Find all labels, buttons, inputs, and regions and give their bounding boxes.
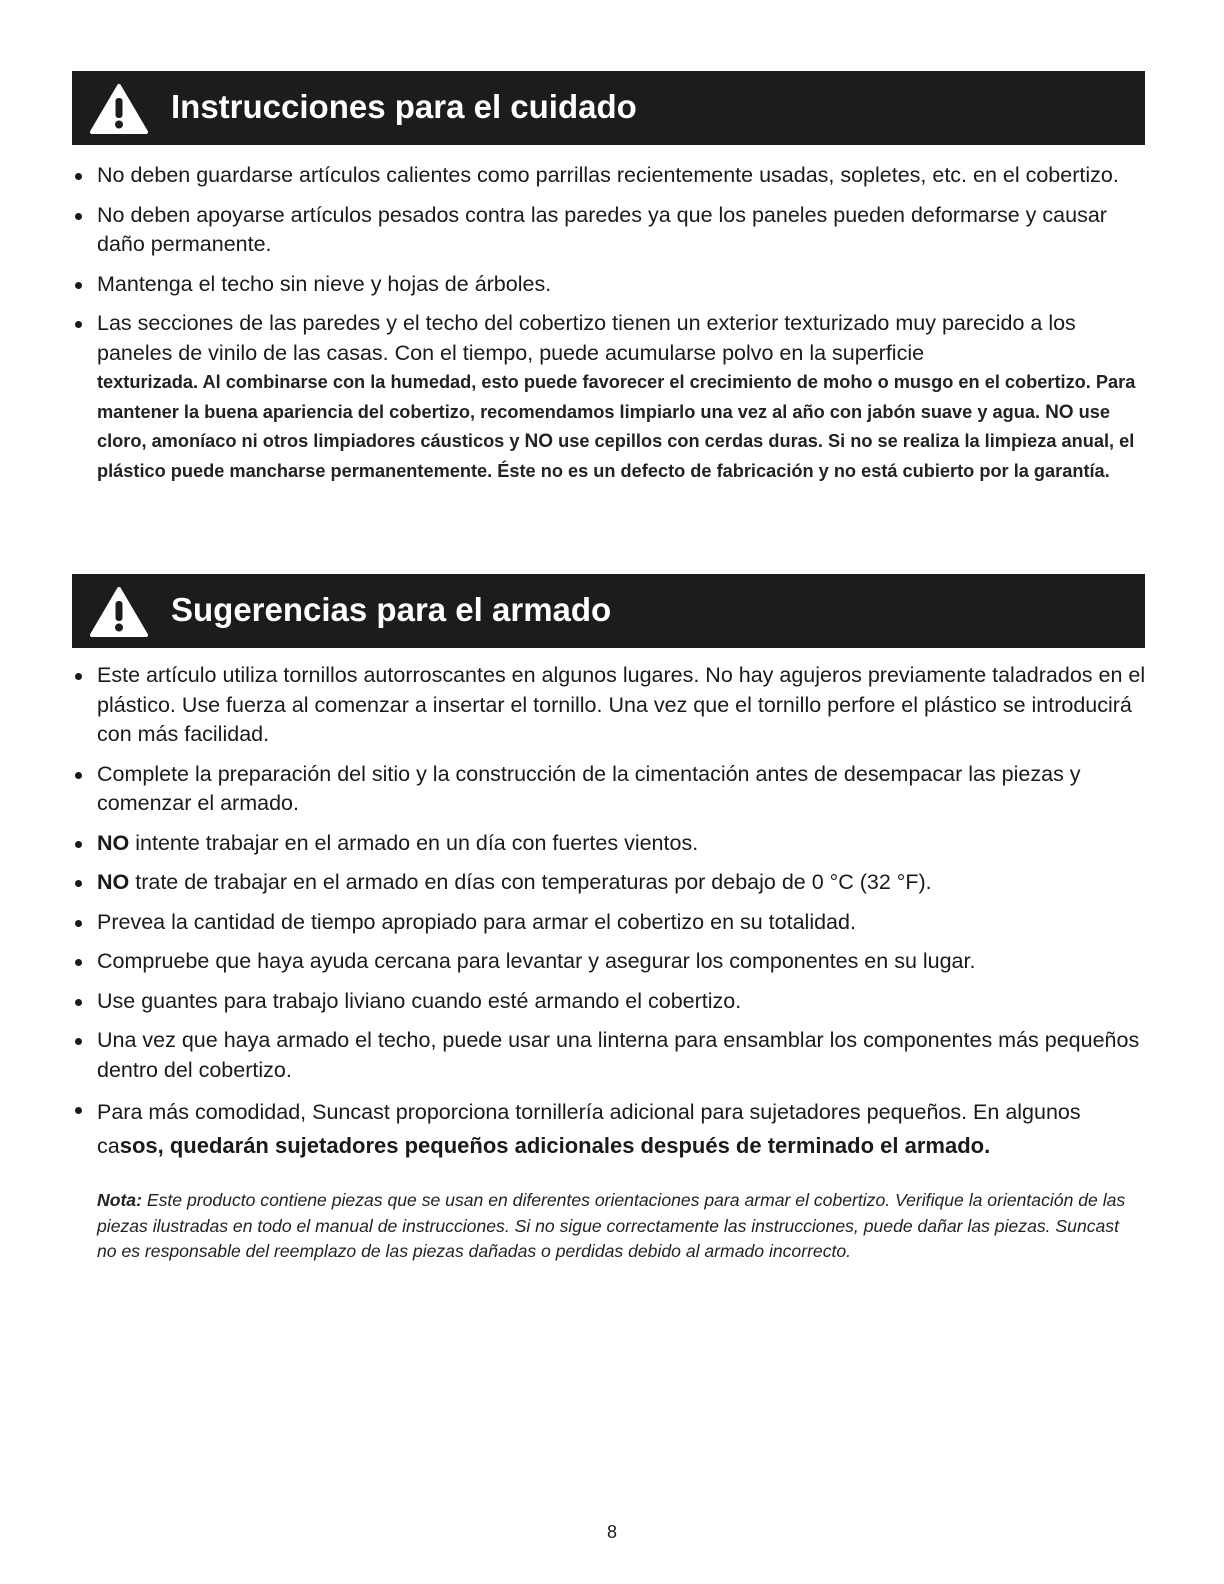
note-paragraph [97,1188,1137,1265]
list-item-hardware [72,1095,1150,1163]
temperature-text: trate de trabajar en el armado en días con temperaturas por debajo de 0 °C (32 °F). [135,870,932,894]
texture-detail [97,368,1150,486]
hardware-text: Para más comodidad, Suncast proporciona tornillería adicional para sujetadores pequeños. En algunos ca [97,1100,1081,1158]
list-item-temperature [72,868,1150,898]
page-number: 8 [606,1522,617,1542]
wind-text: intente trabajar en el armado en un día con fuertes vientos. [135,830,699,855]
list-item: No deben guardarse artículos calientes como parrillas recientemente usadas, sopletes, etc. en el cobertizo. [72,161,1150,191]
assembly-section-header [72,574,1145,648]
care-section-header [72,71,1145,145]
no-emphasis: NO [1045,401,1074,423]
warning-triangle-icon [89,83,149,135]
texture-detail-2: use cloro, amoníaco ni otros limpiadores cáusticos y [97,401,1110,451]
list-item: Complete la preparación del sitio y la construcción de la cimentación antes de desempacar las piezas y comenzar el armado. [72,760,1150,819]
note-text: Este producto contiene piezas que se usan en diferentes orientaciones para armar el cobertizo. Verifique la orientación de las piezas ilustradas en todo el manual de instrucciones. Si no sigue correctamente las instrucciones, puede dañar las piezas. Suncast no es responsable del reemplazo de las piezas dañadas o perdidas debido al armado incorrecto. [97,1190,1126,1261]
warning-triangle-icon [89,586,149,638]
list-item: Compruebe que haya ayuda cercana para levantar y asegurar los componentes en su lugar. [72,947,1150,977]
assembly-bullet-list [72,661,1150,1173]
care-section-title: Instrucciones para el cuidado [171,88,637,125]
note-label: Nota: [97,1190,142,1210]
no-emphasis: NO [524,431,554,452]
list-item: Este artículo utiliza tornillos autorroscantes en algunos lugares. No hay agujeros previamente taladrados en el plástico. Use fuerza al comenzar a insertar el tornillo. Una vez que el tornillo perfore el plástico se introducirá con más facilidad. [72,661,1150,750]
texture-intro: Las secciones de las paredes y el techo del cobertizo tienen un exterior texturizado muy parecido a los paneles de vinilo de las casas. Con el tiempo, puede acumularse polvo en la superficie [97,311,1076,365]
no-emphasis: NO [97,870,130,894]
list-item: Use guantes para trabajo liviano cuando esté armando el cobertizo. [72,987,1150,1017]
texture-detail-1: texturizada. Al combinarse con la humedad, esto puede favorecer el crecimiento de moho o musgo en el cobertizo. Para mantener la buena apariencia del cobertizo, recomendamos limpiarlo una vez al año con jabón suave y agua. [97,372,1136,422]
list-item: Una vez que haya armado el techo, puede usar una linterna para ensamblar los componentes más pequeños dentro del cobertizo. [72,1026,1150,1085]
assembly-section-title: Sugerencias para el armado [171,591,612,628]
list-item: No deben apoyarse artículos pesados contra las paredes ya que los paneles pueden deformarse y causar daño permanente. [72,201,1150,260]
list-item: Mantenga el techo sin nieve y hojas de árboles. [72,270,1150,300]
hardware-bold-tail: sos, quedarán sujetadores pequeños adicionales después de terminado el armado. [119,1133,991,1158]
list-item-wind [72,829,1150,859]
list-item: Prevea la cantidad de tiempo apropiado para armar el cobertizo en su totalidad. [72,908,1150,938]
list-item-texture [72,309,1150,486]
texture-detail-3: use cepillos con cerdas duras. Si no se realiza la limpieza anual, el plástico puede mancharse permanentemente. Éste no es un defecto de fabricación y no está cubierto por la garantía. [97,431,1135,481]
no-emphasis: NO [97,830,130,855]
care-bullet-list [72,161,1150,496]
